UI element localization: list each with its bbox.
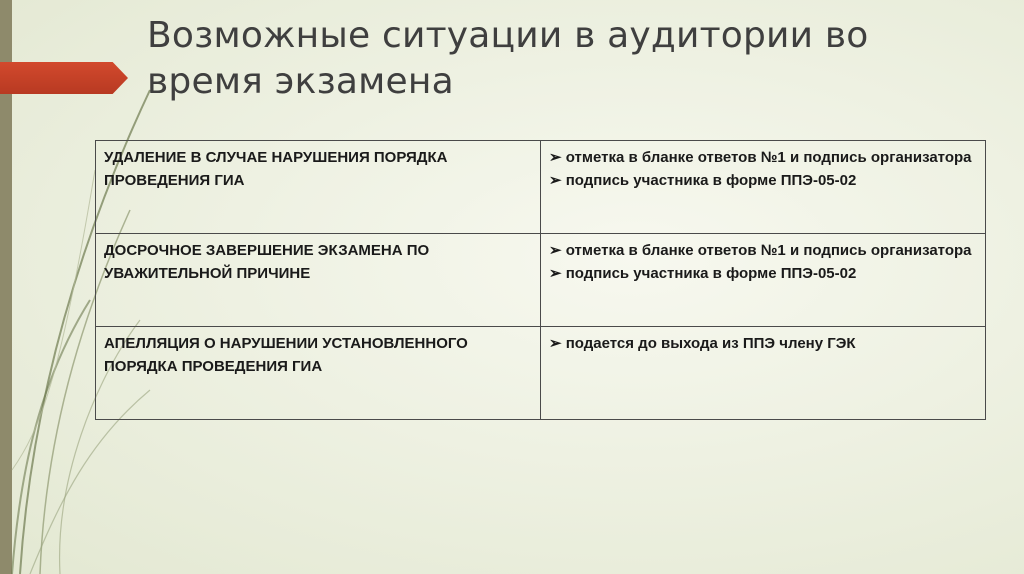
action-item: ➢ подпись участника в форме ППЭ-05-02: [549, 172, 857, 189]
slide-title: Возможные ситуации в аудитории во время экзамена: [147, 15, 869, 102]
table-row: [96, 234, 986, 327]
action-item: ➢ подпись участника в форме ППЭ-05-02: [549, 265, 857, 282]
table-row: [96, 141, 986, 234]
actions-cell: [541, 141, 986, 234]
action-item: ➢ отметка в бланке ответов №1 и подпись организатора: [549, 242, 972, 259]
actions-cell: [541, 327, 986, 420]
table-row: [96, 327, 986, 420]
action-item: ➢ подается до выхода из ППЭ члену ГЭК: [549, 335, 856, 352]
situation-cell: АПЕЛЛЯЦИЯ О НАРУШЕНИИ УСТАНОВЛЕННОГО ПОРЯДКА ПРОВЕДЕНИЯ ГИА: [96, 327, 541, 420]
situation-cell: УДАЛЕНИЕ В СЛУЧАЕ НАРУШЕНИЯ ПОРЯДКА ПРОВЕДЕНИЯ ГИА: [96, 141, 541, 234]
situations-table: [95, 140, 986, 420]
action-item: ➢ отметка в бланке ответов №1 и подпись организатора: [549, 149, 972, 166]
actions-cell: [541, 234, 986, 327]
situation-cell: ДОСРОЧНОЕ ЗАВЕРШЕНИЕ ЭКЗАМЕНА ПО УВАЖИТЕЛЬНОЙ ПРИЧИНЕ: [96, 234, 541, 327]
title-accent-tab: [0, 62, 128, 94]
